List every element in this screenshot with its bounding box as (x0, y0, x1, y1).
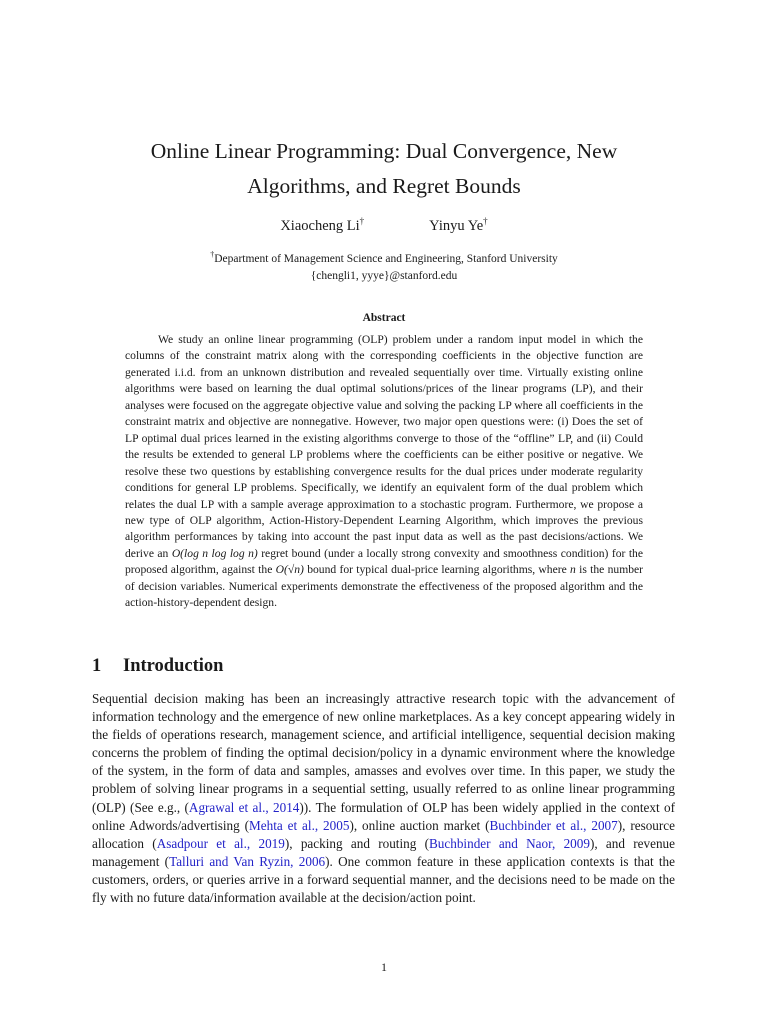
abstract-text: We study an online linear programming (OLP) problem under a random input model in which the columns of the constraint matrix along with the corresponding coefficients in the objective function are generated i.i.d. from an unknown distribution and revealed sequentially over time. Virtually existing online algorithms were based on learning the dual optimal solutions/prices of the linear programs (LP), and their analyses were focused on the aggregate objective value and solving the packing LP where all coefficients in the constraint matrix and objective are nonnegative. However, two major open questions were: (i) Does the set of LP optimal dual prices learned in the existing algorithms converge to those of the “offline” LP, and (ii) Could the results be extended to general LP problems where the coefficients can be either positive or negative. We resolve these two questions by establishing convergence results for the dual prices under moderate regularity conditions for general LP problems. Specifically, we identify an equivalent form of the dual problem which relates the dual LP with a sample average approximation to a stochastic program. Furthermore, we propose a new type of OLP algorithm, Action-History-Dependent Learning Algorithm, which improves the previous algorithm performances by taking into account the past input data as well as the past decisions/actions. We derive an O(log n log log n) regret bound (under a locally strong convexity and smoothness condition) for the proposed algorithm, against the O(√n) bound for typical dual-price learning algorithms, where n is the number of decision variables. Numerical experiments demonstrate the effectiveness of the proposed algorithm and the action-history-dependent design. (125, 333, 644, 610)
citation-link[interactable]: Talluri and Van Ryzin, 2006 (169, 853, 326, 869)
section-title: Introduction (123, 656, 224, 676)
introduction-paragraph: Sequential decision making has been an increasingly attractive research topic with the advancement of information technology and the emergence of new online marketplaces. As a key concept appearing widely in the fields of operations research, management science, and artificial intelligence, sequential decision making concerns the problem of finding the optimal decision/policy in a dynamic environment where the knowledge of the system, in the form of data and samples, amasses and evolves over time. In this paper, we study the problem of solving linear programs in a sequential setting, usually referred to as online linear programming (OLP) (See e.g., (Agrawal et al., 2014)). The formulation of OLP has been widely applied in the context of online Adwords/advertising (Mehta et al., 2005), online auction market (Buchbinder et al., 2007), resource allocation (Asadpour et al., 2019), packing and routing (Buchbinder and Naor, 2009), and revenue management (Talluri and Van Ryzin, 2006). One common feature in these application contexts is that the customers, orders, or queries arrive in a forward sequential manner, and the decisions need to be made on the fly with no future data/information available at the decision/action point. (92, 691, 676, 906)
abstract-heading: Abstract (362, 312, 406, 324)
section-number: 1 (92, 656, 102, 676)
affiliation-mark: † (359, 216, 365, 226)
citation-link[interactable]: Buchbinder and Naor, 2009 (429, 835, 590, 851)
page-number: 1 (381, 960, 387, 974)
author-li: Xiaocheng Li† (280, 216, 365, 234)
paper-title (60, 134, 708, 204)
citation-link[interactable]: Mehta et al., 2005 (249, 817, 350, 833)
affiliation-mark: † (483, 216, 488, 226)
affiliation-department: †Department of Management Science and Engineering, Stanford University (210, 250, 558, 265)
baseline-bound-formula: O(√n) (275, 563, 304, 577)
citation-link[interactable]: Asadpour et al., 2019 (156, 835, 285, 851)
title-line-2: Algorithms, and Regret Bounds (247, 174, 521, 198)
regret-bound-formula: O(log n log log n) (171, 546, 258, 560)
author-ye: Yinyu Ye† (429, 216, 488, 234)
citation-link[interactable]: Buchbinder et al., 2007 (489, 817, 618, 833)
affiliation-block (0, 246, 768, 285)
title-line-1: Online Linear Programming: Dual Convergence, New (150, 139, 618, 163)
author-emails: {chengli1, yyye}@stanford.edu (310, 269, 458, 282)
section-heading-introduction (92, 656, 223, 677)
variable-n: n (570, 563, 576, 577)
citation-link[interactable]: Agrawal et al., 2014 (188, 799, 300, 815)
author-list (0, 216, 768, 235)
